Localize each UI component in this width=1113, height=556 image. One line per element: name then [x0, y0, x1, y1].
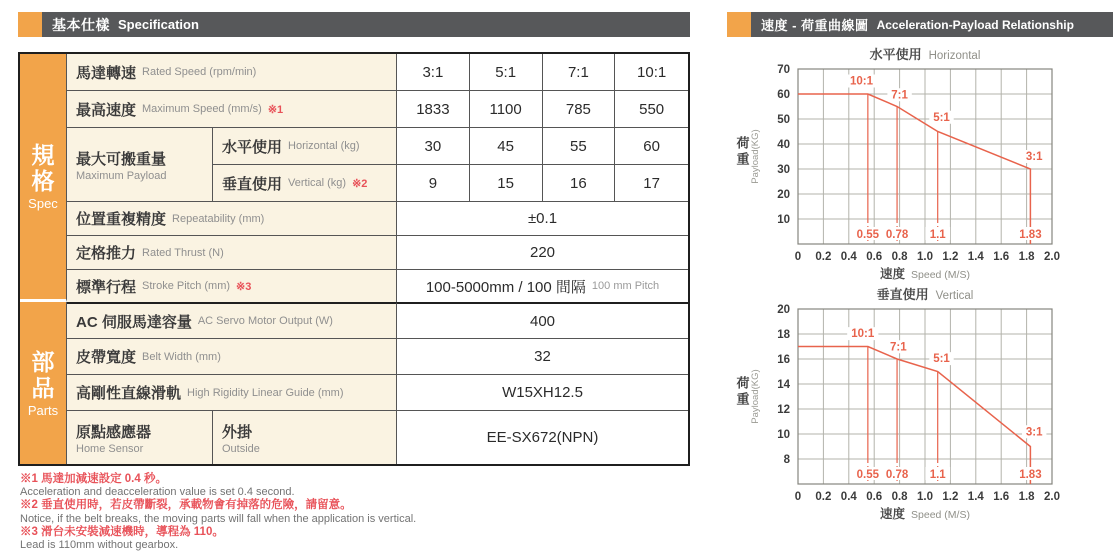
sidebar-parts-label-zh: 部品: [31, 348, 55, 401]
svg-text:1.2: 1.2: [942, 491, 959, 503]
svg-text:8: 8: [783, 454, 790, 466]
payload-horizontal-label: [213, 128, 397, 165]
svg-text:0.6: 0.6: [866, 491, 883, 503]
svg-text:垂直使用Vertical: 垂直使用 Vertical: [876, 287, 974, 302]
svg-text:1.83: 1.83: [1019, 229, 1042, 241]
rated-speed-value-2: 5:1: [470, 54, 543, 91]
svg-text:1.4: 1.4: [967, 491, 984, 503]
payload-horizontal-value-1: 30: [397, 128, 470, 165]
belt-width-value: 32: [397, 339, 688, 375]
sidebar-parts-label-en: Parts: [27, 402, 59, 418]
stroke-pitch-value-sub: 100 mm Pitch: [591, 280, 660, 292]
payload-horizontal-value-4: 60: [615, 128, 688, 165]
svg-text:1.1: 1.1: [929, 229, 946, 241]
payload-vertical-value-2: 15: [470, 165, 543, 202]
specification-header: [18, 12, 690, 37]
svg-text:0.4: 0.4: [840, 491, 857, 503]
sidebar-spec-label-zh: 規格: [31, 142, 55, 194]
svg-text:0.8: 0.8: [891, 491, 908, 503]
svg-text:重: 重: [736, 151, 750, 167]
footnote-3-en: Lead is 110mm without gearbox.: [20, 539, 179, 552]
footnote-1-zh: ※1 馬達加減速設定 0.4 秒。: [20, 473, 167, 485]
svg-text:70: 70: [777, 64, 790, 76]
svg-text:20: 20: [777, 189, 790, 201]
stroke-pitch-note-3: ※3: [236, 280, 252, 293]
svg-text:1.2: 1.2: [942, 251, 959, 263]
svg-text:0.4: 0.4: [840, 251, 857, 263]
svg-text:0.55: 0.55: [856, 229, 880, 241]
svg-text:12: 12: [777, 404, 790, 416]
svg-text:0.2: 0.2: [815, 251, 832, 263]
belt-width-label-en: Belt Width (mm): [142, 350, 221, 363]
specification-section: [18, 12, 690, 552]
specification-title-en: Specification: [118, 17, 199, 32]
svg-text:荷: 荷: [736, 375, 750, 391]
charts-section: [727, 12, 1113, 525]
footnote-1-en: Acceleration and deacceleration value is set 0.4 second.: [20, 486, 295, 499]
svg-text:2.0: 2.0: [1044, 251, 1060, 263]
linear-guide-label-zh: 高剛性直線滑軌: [76, 385, 182, 402]
svg-text:0: 0: [794, 251, 802, 263]
footnote-2-en: Notice, if the belt breaks, the moving parts will fall when the application is vertical.: [20, 512, 417, 525]
svg-text:重: 重: [736, 391, 750, 407]
svg-text:1.6: 1.6: [993, 491, 1010, 503]
svg-text:60: 60: [777, 89, 790, 101]
home-sensor-mount-label-en: Outside: [222, 442, 260, 455]
svg-text:14: 14: [777, 379, 790, 391]
svg-text:10: 10: [777, 214, 790, 226]
payload-horizontal-label-en: Horizontal (kg): [288, 140, 360, 152]
stroke-pitch-label-zh: 標準行程: [76, 278, 137, 296]
payload-horizontal-value-2: 45: [470, 128, 543, 165]
max-speed-value-1: 1833: [397, 91, 470, 128]
repeatability-label: [67, 202, 397, 236]
rated-thrust-label-en: Rated Thrust (N): [142, 246, 224, 259]
svg-text:荷: 荷: [736, 135, 750, 151]
svg-text:50: 50: [777, 114, 790, 126]
payload-horizontal-value-3: 55: [543, 128, 616, 165]
footnote-3-zh: ※3 滑台未安裝減速機時，導程為 110。: [20, 525, 224, 538]
charts-title-en: Acceleration-Payload Relationship: [876, 17, 1074, 32]
sidebar-spec-group: [20, 54, 67, 302]
svg-text:5:1: 5:1: [933, 353, 950, 366]
svg-text:2.0: 2.0: [1044, 491, 1060, 503]
belt-width-label-zh: 皮帶寬度: [76, 349, 137, 366]
charts-header: [727, 12, 1113, 37]
vertical-payload-chart: [727, 285, 1113, 525]
svg-text:18: 18: [777, 329, 790, 341]
payload-vertical-value-3: 16: [543, 165, 616, 202]
svg-text:1.8: 1.8: [1018, 491, 1035, 503]
max-speed-value-4: 550: [615, 91, 688, 128]
svg-text:7:1: 7:1: [890, 341, 907, 354]
linear-guide-label-en: High Rigidity Linear Guide (mm): [187, 386, 344, 399]
linear-guide-value: W15XH12.5: [397, 375, 688, 411]
svg-text:0.78: 0.78: [885, 229, 909, 241]
svg-text:Payload(KG): Payload(KG): [750, 129, 761, 184]
home-sensor-label: [67, 411, 213, 464]
rated-thrust-label: [67, 236, 397, 270]
repeatability-value: ±0.1: [397, 202, 688, 236]
servo-output-label: [67, 302, 397, 339]
payload-horizontal-label-zh: 水平使用: [222, 138, 283, 156]
svg-text:1.1: 1.1: [929, 469, 946, 481]
svg-text:20: 20: [777, 304, 790, 316]
repeatability-label-zh: 位置重複精度: [76, 211, 167, 228]
svg-text:0.55: 0.55: [856, 469, 880, 481]
servo-output-label-zh: AC 伺服馬達容量: [76, 313, 192, 331]
stroke-pitch-value: [397, 270, 688, 302]
payload-vertical-label-en: Vertical (kg): [288, 177, 347, 189]
payload-vertical-value-4: 17: [615, 165, 688, 202]
rated-thrust-label-zh: 定格推力: [76, 245, 137, 262]
svg-text:16: 16: [777, 354, 790, 366]
max-payload-label-zh: 最大可搬重量: [76, 150, 167, 168]
max-payload-label-en: Maximum Payload: [76, 169, 167, 182]
max-speed-note-1: ※1: [267, 103, 284, 116]
servo-output-label-en: AC Servo Motor Output (W): [197, 315, 333, 327]
rated-speed-value-4: 10:1: [615, 54, 688, 91]
svg-text:3:1: 3:1: [1025, 151, 1043, 163]
home-sensor-mount-label: [213, 411, 397, 464]
footnotes: [18, 473, 690, 552]
svg-text:1.6: 1.6: [993, 251, 1010, 263]
belt-width-label: [67, 339, 397, 375]
specification-header-bar: [42, 12, 690, 37]
svg-text:0.2: 0.2: [815, 491, 832, 503]
sidebar-parts-group: [20, 302, 67, 464]
home-sensor-label-zh: 原點感應器: [76, 423, 152, 441]
charts-title-zh: 速度 - 荷重曲線圖: [761, 18, 869, 33]
max-speed-value-2: 1100: [470, 91, 543, 128]
rated-speed-value-3: 7:1: [543, 54, 616, 91]
svg-text:10: 10: [777, 429, 790, 441]
rated-thrust-value: 220: [397, 236, 688, 270]
svg-text:40: 40: [777, 139, 790, 151]
rated-speed-label-en: Rated Speed (rpm/min): [142, 66, 257, 78]
payload-vertical-value-1: 9: [397, 165, 470, 202]
footnote-2-zh: ※2 垂直使用時，若皮帶斷裂，承載物會有掉落的危險，請留意。: [20, 499, 352, 512]
charts-header-bar: [751, 12, 1113, 37]
spec-table: [18, 52, 690, 466]
rated-speed-label-zh: 馬達轉速: [76, 64, 137, 82]
rated-speed-value-1: 3:1: [397, 54, 470, 91]
svg-text:1.4: 1.4: [967, 251, 984, 263]
svg-text:0.6: 0.6: [866, 251, 883, 263]
max-speed-label: [67, 91, 397, 128]
svg-text:10:1: 10:1: [849, 75, 874, 88]
svg-text:10:1: 10:1: [851, 328, 875, 341]
svg-text:0: 0: [794, 491, 802, 503]
svg-text:速度Speed (M/S): 速度 Speed (M/S): [880, 267, 970, 281]
svg-text:速度Speed (M/S): 速度 Speed (M/S): [880, 507, 970, 521]
home-sensor-label-en: Home Sensor: [76, 442, 144, 455]
max-speed-label-zh: 最高速度: [76, 101, 137, 119]
rated-speed-label: [67, 54, 397, 91]
stroke-pitch-label-en: Stroke Pitch (mm): [142, 280, 231, 292]
svg-text:1.83: 1.83: [1019, 469, 1042, 481]
sidebar-spec-label-en: Spec: [28, 196, 58, 211]
svg-text:水平使用Horizontal: 水平使用 Horizontal: [869, 47, 981, 62]
linear-guide-label: [67, 375, 397, 411]
max-speed-value-3: 785: [543, 91, 616, 128]
max-payload-label: [67, 128, 213, 202]
payload-vertical-label: [213, 165, 397, 202]
stroke-pitch-label: [67, 270, 397, 302]
home-sensor-mount-label-zh: 外掛: [222, 423, 253, 441]
stroke-pitch-value-main: 100-5000mm / 100 間隔: [425, 278, 586, 296]
svg-text:7:1: 7:1: [891, 89, 908, 102]
payload-vertical-label-zh: 垂直使用: [222, 175, 283, 193]
svg-text:Payload(KG): Payload(KG): [750, 369, 761, 424]
svg-text:1.8: 1.8: [1018, 251, 1035, 263]
svg-text:1.0: 1.0: [917, 251, 933, 263]
max-speed-label-en: Maximum Speed (mm/s): [142, 103, 262, 115]
horizontal-payload-chart: [727, 45, 1113, 285]
home-sensor-value: EE-SX672(NPN): [397, 411, 688, 464]
svg-text:30: 30: [777, 164, 790, 176]
svg-text:0.8: 0.8: [891, 251, 908, 263]
repeatability-label-en: Repeatability (mm): [172, 212, 265, 225]
specification-title-zh: 基本仕樣: [52, 16, 110, 33]
svg-text:0.78: 0.78: [885, 469, 909, 481]
orange-accent-block: [18, 12, 42, 37]
servo-output-value: 400: [397, 302, 688, 339]
payload-vertical-note-2: ※2: [352, 177, 368, 190]
svg-text:3:1: 3:1: [1025, 426, 1043, 439]
svg-text:1.0: 1.0: [917, 491, 933, 503]
svg-text:5:1: 5:1: [933, 111, 950, 124]
orange-accent-block: [727, 12, 751, 37]
